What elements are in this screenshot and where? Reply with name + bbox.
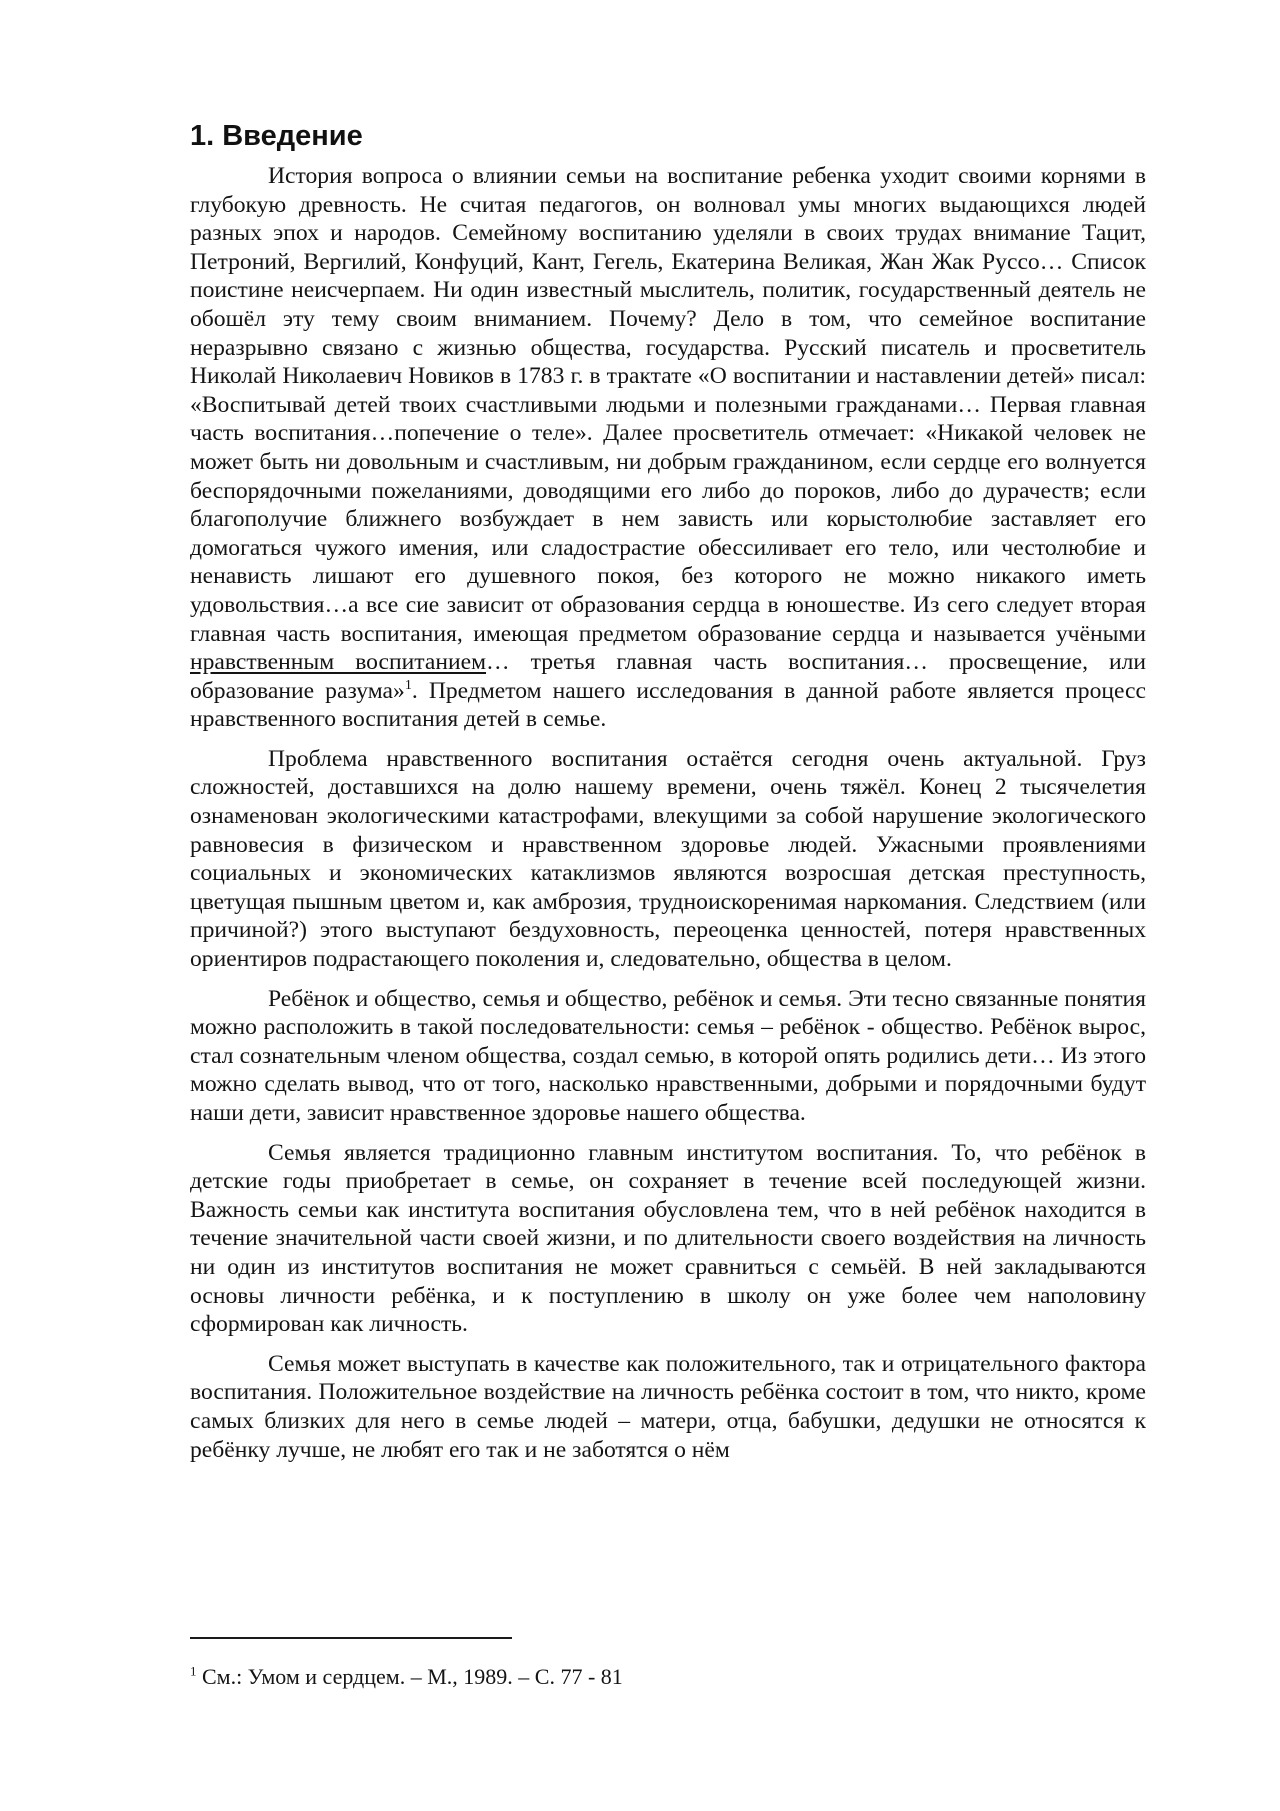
footnote-text: См.: Умом и сердцем. – М., 1989. – С. 77 - 81 (196, 1664, 623, 1689)
paragraph-history (190, 162, 1146, 734)
footnote-separator (190, 1637, 512, 1639)
paragraph-text: … третья главная часть воспитания… просвещение, или образование разума» (190, 649, 1147, 704)
paragraph-family-institute: Семья является традиционно главным институтом воспитания. То, что ребёнок в детские годы приобретает в семье, он сохраняет в течение всей последующей жизни. Важность семьи как института воспитания обусловлена тем, что в ней ребёнок находится в течение значительной части своей жизни, и по длительности своего воздействия на личность ни один из институтов воспитания не может сравниться с семьёй. В ней закладываются основы личности ребёнка, и к поступлению в школу он уже более чем наполовину сформирован как личность. (190, 1139, 1146, 1338)
document-body (190, 118, 1146, 1464)
paragraph-text: . Предметом нашего исследования в данной работе является процесс нравственного воспитания детей в семье. (190, 677, 1146, 733)
underlined-term: нравственным воспитанием (190, 649, 487, 676)
paragraph-child-society: Ребёнок и общество, семья и общество, ребёнок и семья. Эти тесно связанные понятия можно расположить в такой последовательности: семья – ребёнок - общество. Ребёнок вырос, стал сознательным членом общества, создал семью, в которой опять родились дети… Из этого можно сделать вывод, что от того, насколько нравственными, добрыми и порядочными будут наши дети, зависит нравственное здоровье нашего общества. (190, 985, 1146, 1126)
section-heading: 1. Введение (190, 120, 363, 152)
paragraph-text: История вопроса о влиянии семьи на воспитание ребенка уходит своими корнями в глубокую древность. Не считая педагогов, он волновал умы многих выдающихся людей разных эпох и народов. Семейному воспитанию уделяли в своих трудах внимание Тацит, Петроний, Вергилий, Конфуций, Кант, Гегель, Екатерина Великая, Жан Жак Руссо… Список поистине неисчерпаем. Ни один известный мыслитель, политик, государственный деятель не обошёл эту тему своим вниманием. Почему? Дело в том, что семейное воспитание неразрывно связано с жизнью общества, государства. Русский писатель и просветитель Николай Николаевич Новиков в 1783 г. в трактате «О воспитании и наставлении детей» писал: «Воспитывай детей твоих счастливыми людьми и полезными гражданами… Первая главная часть воспитания…попечение о теле». Далее просветитель отмечает: «Никакой человек не может быть ни довольным и счастливым, ни добрым гражданином, если сердце его волнуется беспорядочными пожеланиями, доводящими его либо до пороков, либо до дурачеств; если благополучие ближнего возбуждает в нем зависть или корыстолюбие заставляет его домогаться чужого имения, или сладострастие обессиливает его тело, или честолюбие и ненависть лишают его душевного покоя, без которого не можно никакого иметь удовольствия…а все сие зависит от образования сердца в юношестве. Из сего следует вторая главная часть воспитания, имеющая предметом образование сердца и называется учёными (190, 163, 1146, 647)
paragraph-family-factor: Семья может выступать в качестве как положительного, так и отрицательного фактора воспитания. Положительное воздействие на личность ребёнка состоит в том, что никто, кроме самых близких для него в семье людей – матери, отца, бабушки, дедушки не относятся к ребёнку лучше, не любят его так и не заботятся о нём (190, 1350, 1146, 1463)
footnote-marker: 1 (190, 1663, 197, 1679)
paragraph-problem: Проблема нравственного воспитания остаётся сегодня очень актуальной. Груз сложностей, доставшихся на долю нашему времени, очень тяжёл. Конец 2 тысячелетия ознаменован экологическими катастрофами, влекущими за собой нарушение экологического равновесия в физическом и нравственном здоровье людей. Ужасными проявлениями социальных и экономических катаклизмов являются возросшая детская преступность, цветущая пышным цветом и, как амброзия, трудноискоренимая наркомания. Следствием (или причиной?) этого выступают бездуховность, переоценка ценностей, потеря нравственных ориентиров подрастающего поколения и, следовательно, общества в целом. (190, 745, 1146, 973)
footnote (190, 1663, 1146, 1691)
footnote-reference[interactable]: 1 (404, 677, 412, 693)
